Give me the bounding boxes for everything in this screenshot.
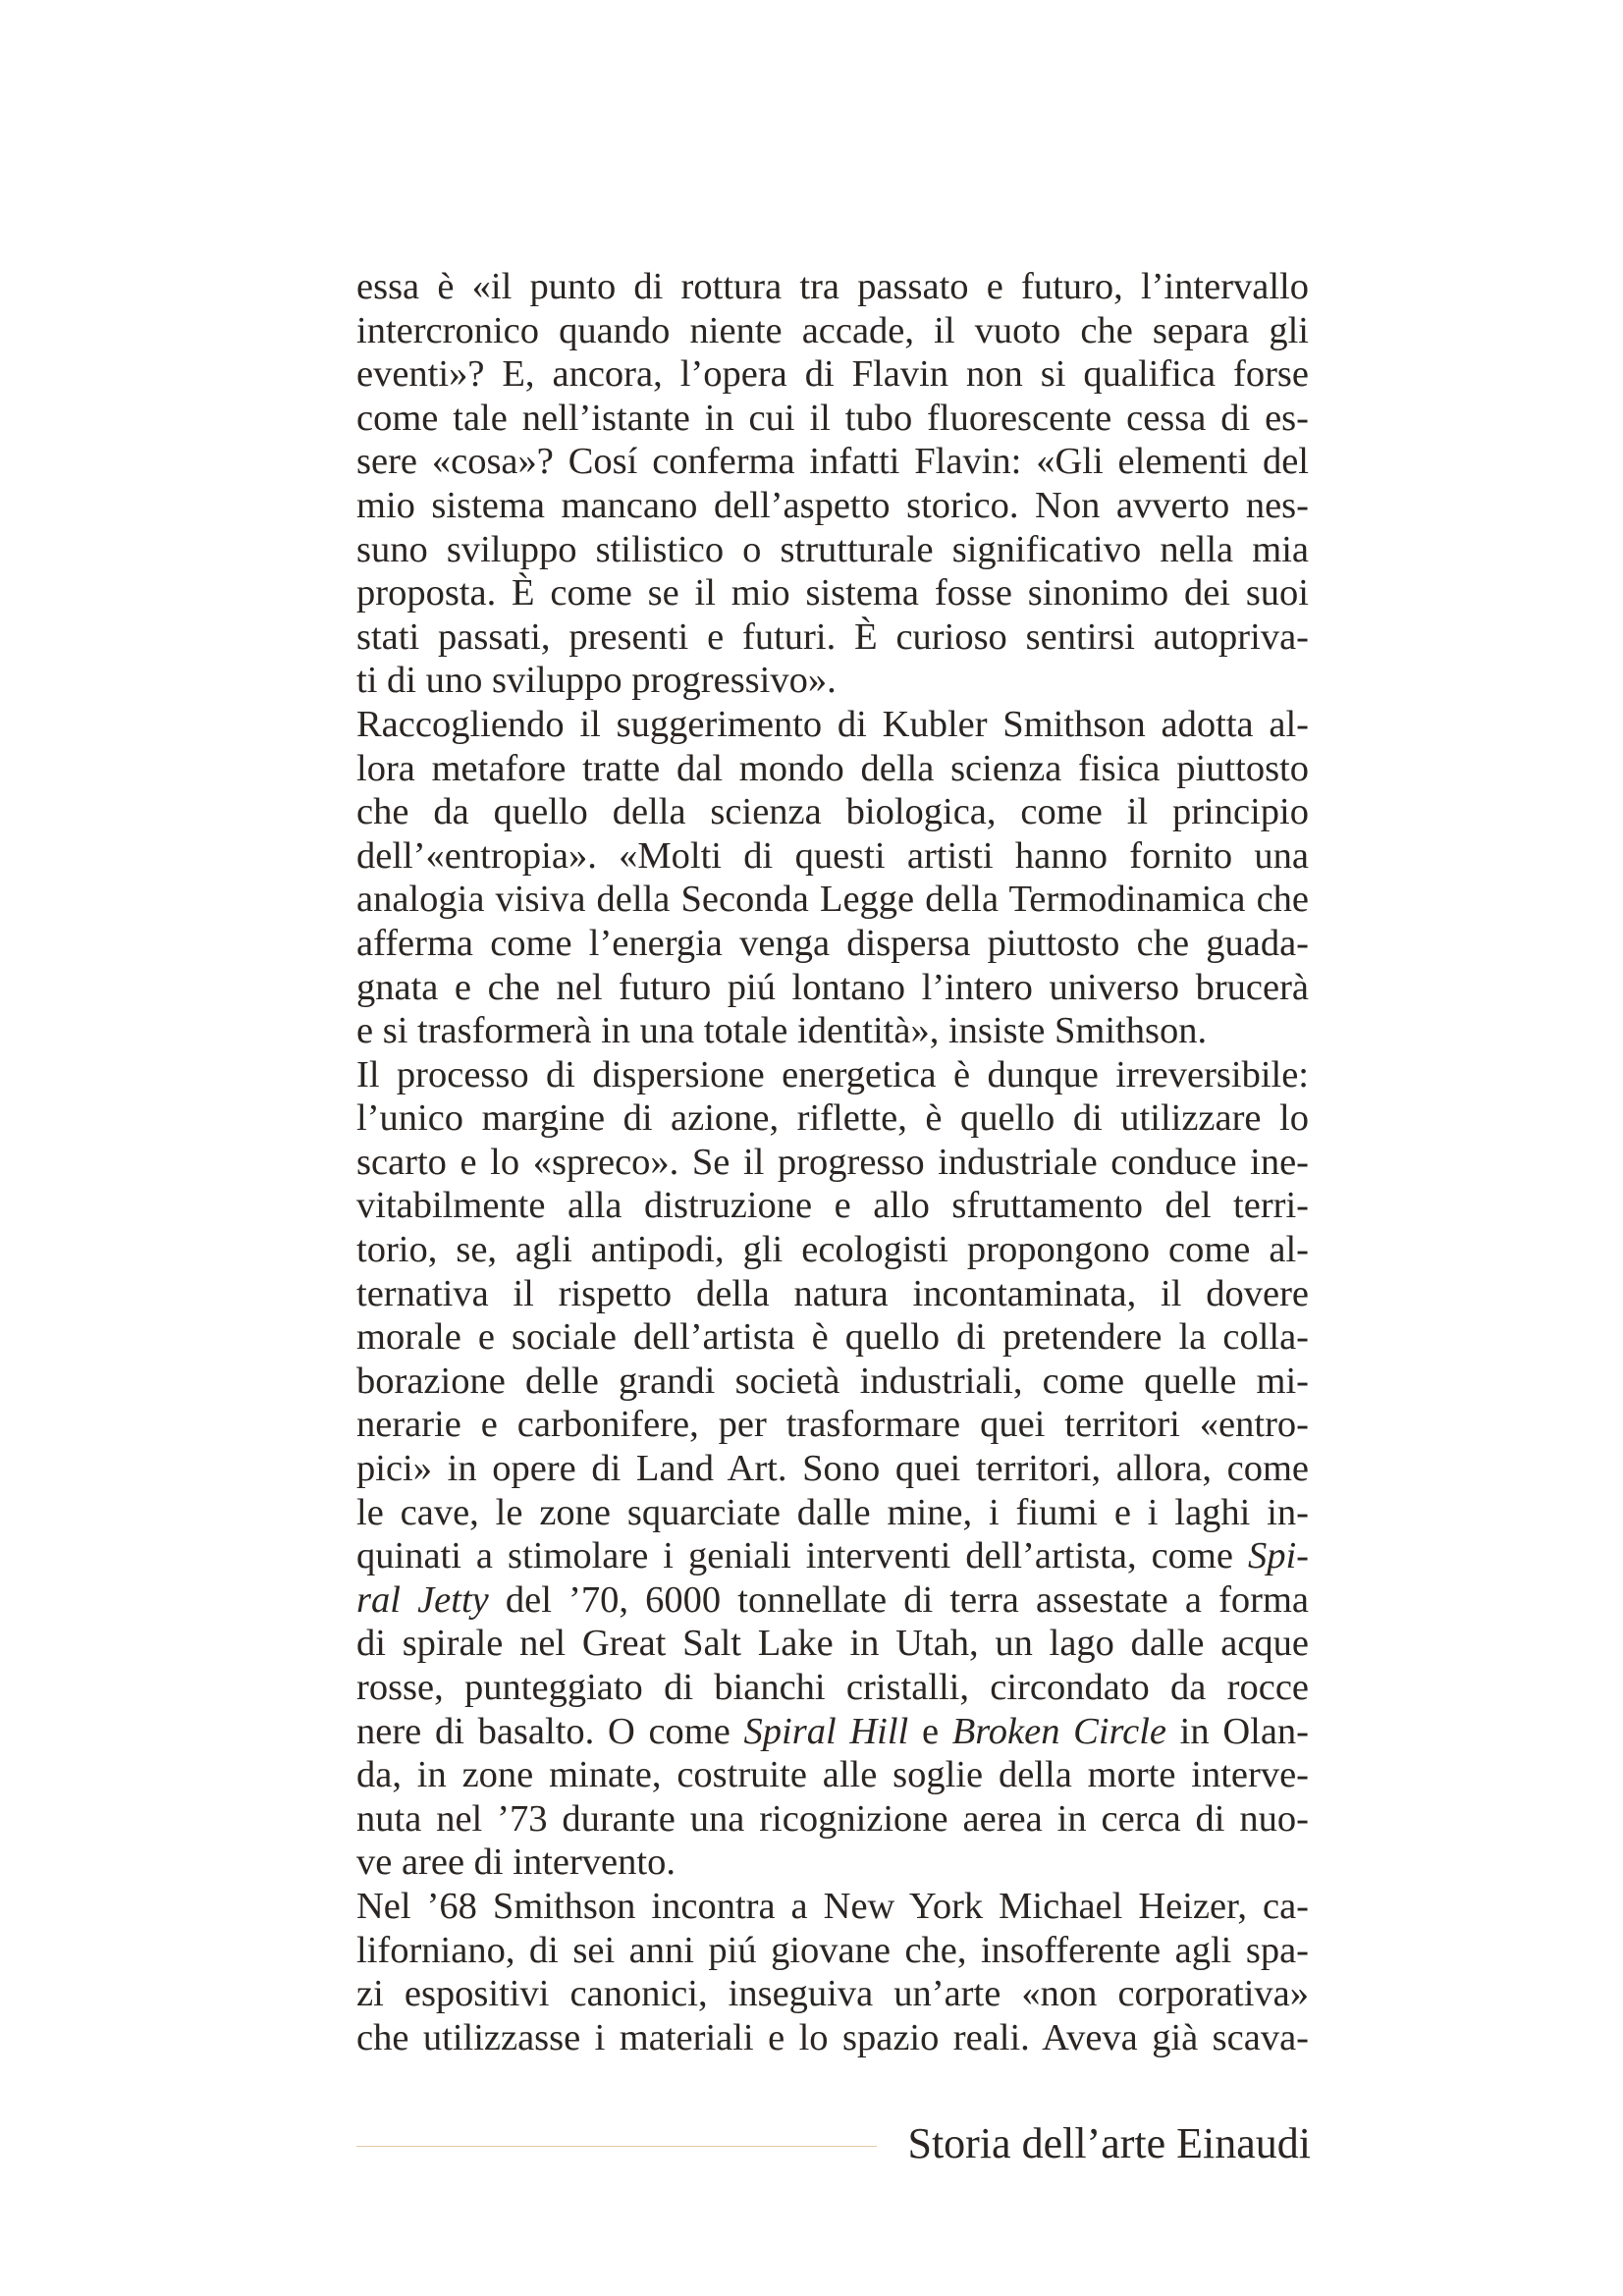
text-line: essa è «il punto di rottura tra passato e futuro, l’intervallo [356, 266, 1309, 307]
paragraph [356, 1053, 1309, 1885]
footer-book-title: Storia dell’arte Einaudi [907, 2119, 1311, 2167]
text-line: borazione delle grandi società industriali, come quelle mi- [356, 1360, 1309, 1402]
text-line: gnata e che nel futuro piú lontano l’intero universo brucerà [356, 966, 1309, 1008]
paragraph [356, 265, 1309, 703]
text-line: nerarie e carbonifere, per trasformare quei territori «entro- [356, 1404, 1309, 1446]
text-line: che da quello della scienza biologica, come il principio [356, 791, 1309, 833]
paragraph [356, 703, 1309, 1053]
text-line: Nel ’68 Smithson incontra a New York Michael Heizer, ca- [356, 1885, 1309, 1927]
text-line: sere «cosa»? Cosí conferma infatti Flavin: «Gli elementi del [356, 441, 1309, 483]
text-line: come tale nell’istante in cui il tubo fluorescente cessa di es- [356, 397, 1309, 439]
text-line: da, in zone minate, costruite alle soglie della morte interve- [356, 1754, 1309, 1796]
footer-divider [356, 2146, 877, 2147]
text-line: quinati a stimolare i geniali interventi dell’artista, come Spi- [356, 1535, 1309, 1577]
text-line: intercronico quando niente accade, il vuoto che separa gli [356, 309, 1309, 351]
text-line: vitabilmente alla distruzione e allo sfruttamento del terri- [356, 1185, 1309, 1227]
text-line: mio sistema mancano dell’aspetto storico. Non avverto nes- [356, 484, 1309, 526]
text-line: stati passati, presenti e futuri. È curioso sentirsi autoprivа- [356, 615, 1309, 658]
text-line: e si trasformerà in una totale identità», insiste Smithson. [356, 1010, 1208, 1052]
text-line: morale e sociale dell’artista è quello di pretendere la colla- [356, 1316, 1309, 1359]
text-line: ral Jetty del ’70, 6000 tonnellate di terra assestate a forma [356, 1578, 1309, 1621]
text-line: nuta nel ’73 durante una ricognizione aerea in cerca di nuo- [356, 1797, 1309, 1840]
text-line: le cave, le zone squarciate dalle mine, i fiumi e i laghi in- [356, 1491, 1309, 1533]
text-line: Il processo di dispersione energetica è dunque irreversibile: [356, 1053, 1309, 1095]
text-line: pici» in opere di Land Art. Sono quei territori, allora, come [356, 1448, 1309, 1490]
paragraph [356, 1885, 1309, 2059]
text-line: di spirale nel Great Salt Lake in Utah, un lago dalle acque [356, 1623, 1309, 1665]
text-line: ti di uno sviluppo progressivo». [356, 660, 837, 702]
text-line: analogia visiva della Seconda Legge della Termodinamica che [356, 879, 1309, 921]
text-line: lora metafore tratte dal mondo della scienza fisica piuttosto [356, 747, 1309, 789]
text-line: nere di basalto. O come Spiral Hill e Broken Circle in Olan- [356, 1710, 1309, 1752]
text-line: suno sviluppo stilistico o strutturale significativo nella mia [356, 528, 1309, 570]
text-line: l’unico margine di azione, riflette, è quello di utilizzare lo [356, 1097, 1309, 1140]
text-line: liforniano, di sei anni piú giovane che, insofferente agli spa- [356, 1929, 1309, 1971]
text-line: proposta. È come se il mio sistema fosse sinonimo dei suoi [356, 572, 1309, 614]
text-line: Raccogliendo il suggerimento di Kubler Smithson adotta al- [356, 703, 1309, 745]
body-text [356, 265, 1309, 2059]
text-line: ve aree di intervento. [356, 1842, 676, 1884]
text-line: eventi»? E, ancora, l’opera di Flavin non si qualifica forse [356, 353, 1309, 396]
text-line: scarto e lo «spreco». Se il progresso industriale conduce ine- [356, 1141, 1309, 1183]
text-line: zi espositivi canonici, inseguiva un’arte «non corporativa» [356, 1973, 1309, 2015]
text-line: rosse, punteggiato di bianchi cristalli, circondato da rocce [356, 1667, 1309, 1708]
text-line: torio, se, agli antipodi, gli ecologisti propongono come al- [356, 1229, 1309, 1271]
text-line: ternativa il rispetto della natura incontaminata, il dovere [356, 1272, 1309, 1314]
text-line: afferma come l’energia venga dispersa piuttosto che guada- [356, 922, 1309, 964]
text-line: dell’«entropia». «Molti di questi artisti hanno fornito una [356, 834, 1309, 877]
text-line: che utilizzasse i materiali e lo spazio reali. Aveva già scava- [356, 2016, 1309, 2058]
